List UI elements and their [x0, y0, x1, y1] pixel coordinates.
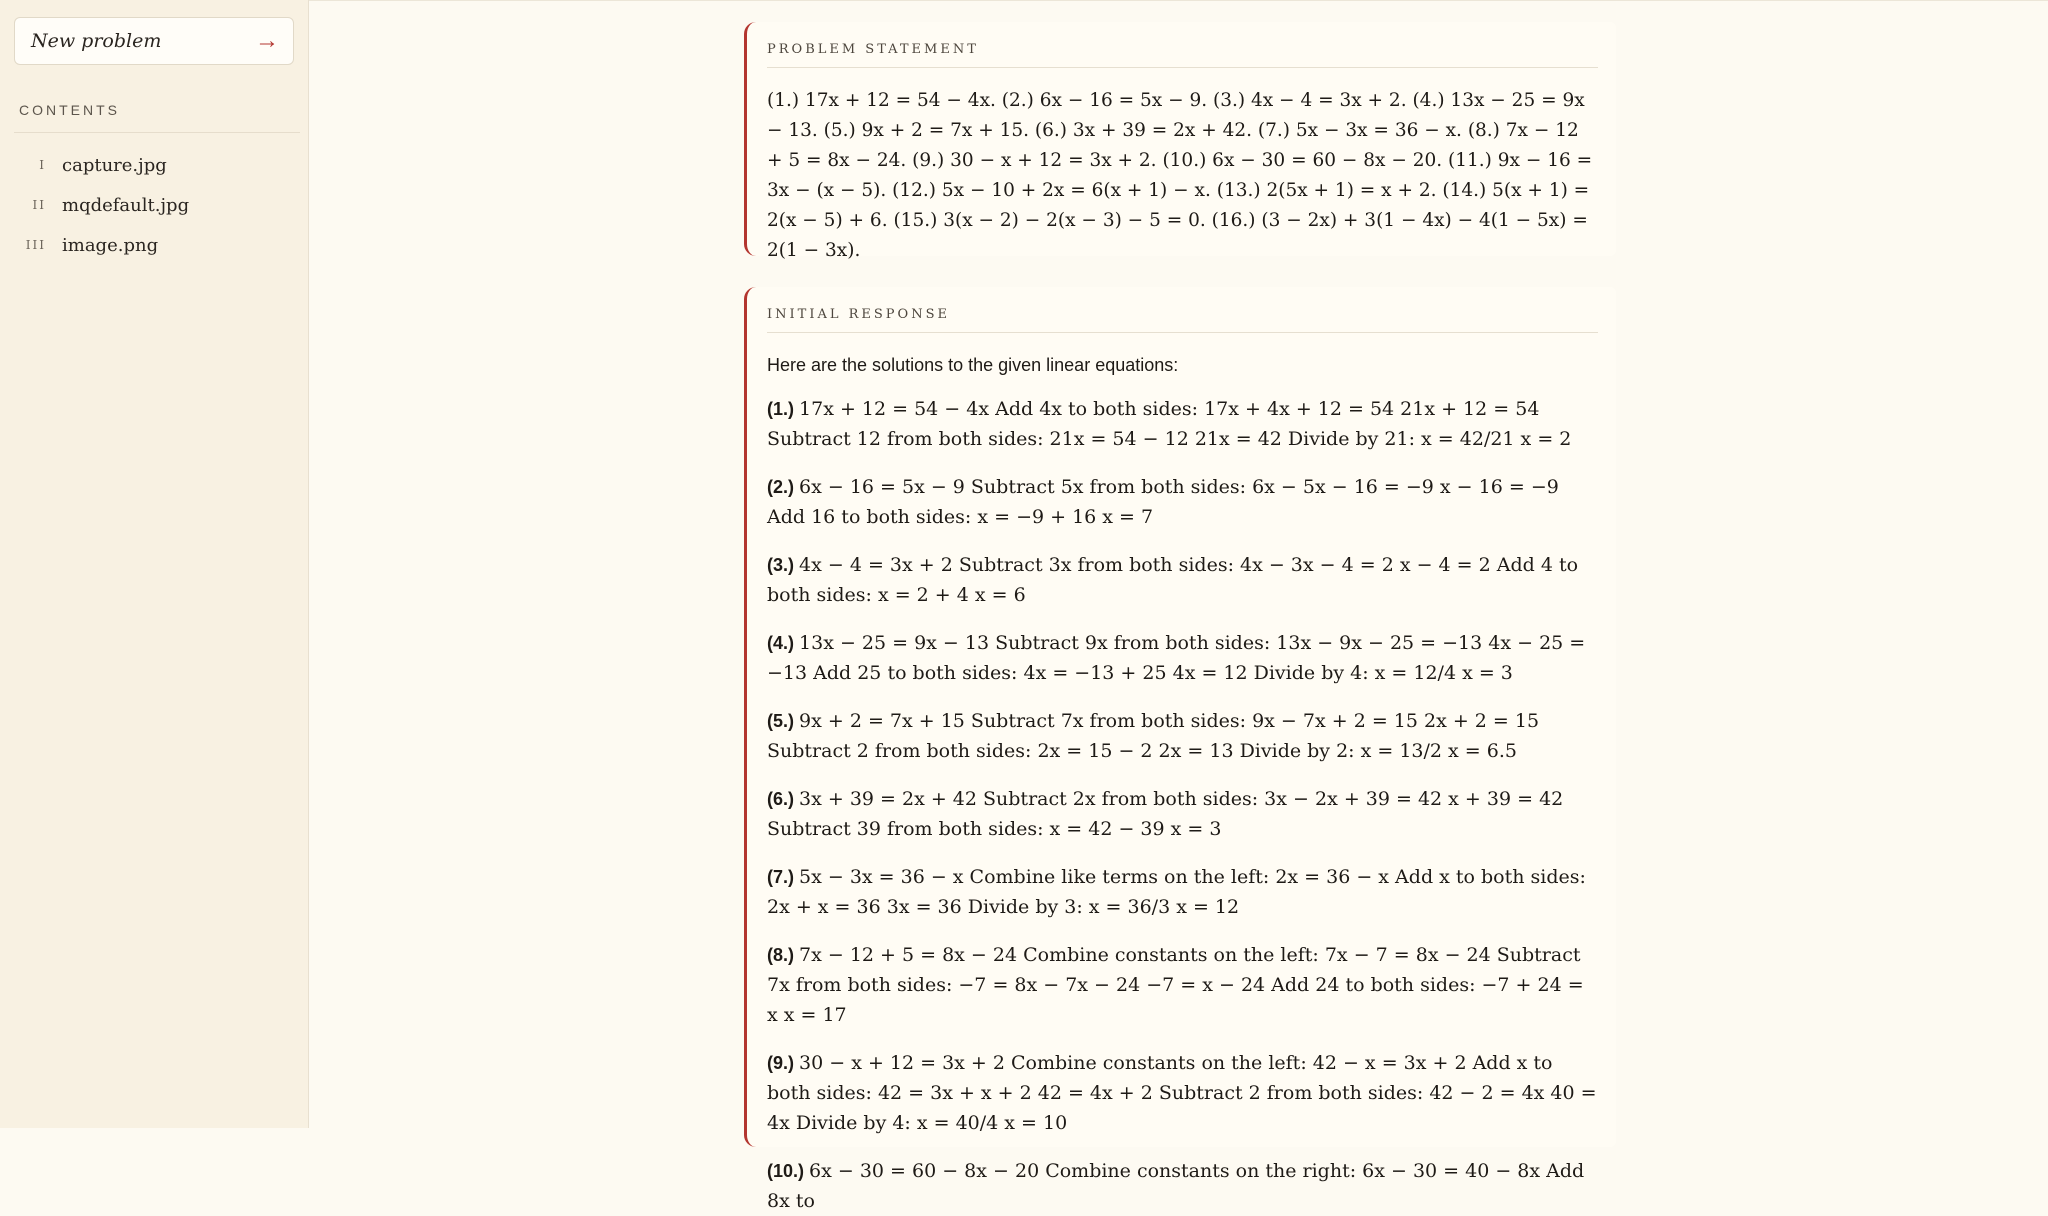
step-number: (3.) — [767, 555, 794, 575]
step-text: 6x − 16 = 5x − 9 Subtract 5x from both sides: 6x − 5x − 16 = −9 x − 16 = −9 Add 16 to both sides: x = −9 + 16 x = 7 — [767, 476, 1559, 528]
solution-step — [767, 706, 1598, 766]
sidebar — [0, 0, 309, 1128]
solution-step — [767, 940, 1598, 1030]
solution-step — [767, 394, 1598, 454]
problem-statement-text: (1.) 17x + 12 = 54 − 4x. (2.) 6x − 16 = 5x − 9. (3.) 4x − 4 = 3x + 2. (4.) 13x − 25 = 9x − 13. (5.) 9x + 2 = 7x + 15. (6.) 3x + 39 = 2x + 42. (7.) 5x − 3x = 36 − x. (8.) 7x − 12 + 5 = 8x − 24. (9.) 30 − x + 12 = 3x + 2. (10.) 6x − 30 = 60 − 8x − 20. (11.) 9x − 16 = 3x − (x − 5). (12.) 5x − 10 + 2x = 6(x + 1) − x. (13.) 2(5x + 1) = x + 2. (14.) 5(x + 1) = 2(x − 5) + 6. (15.) 3(x − 2) − 2(x − 3) − 5 = 0. (16.) (3 − 2x) + 3(1 − 4x) − 4(1 − 5x) = 2(1 − 3x). — [767, 90, 1593, 261]
contents-item-mqdefault[interactable] — [0, 185, 300, 225]
step-number: (4.) — [767, 633, 794, 653]
initial-response-card — [744, 287, 1616, 1212]
step-text: 4x − 4 = 3x + 2 Subtract 3x from both sides: 4x − 3x − 4 = 2 x − 4 = 2 Add 4 to both sides: x = 2 + 4 x = 6 — [767, 554, 1579, 606]
step-text: 6x − 30 = 60 − 8x − 20 Combine constants on the right: 6x − 30 = 40 − 8x Add 8x to — [767, 1160, 1585, 1212]
response-intro: Here are the solutions to the given linear equations: — [767, 355, 1179, 375]
step-text: 13x − 25 = 9x − 13 Subtract 9x from both sides: 13x − 9x − 25 = −13 4x − 25 = −13 Add 25 to both sides: 4x = −13 + 25 4x = 12 Divide by 4: x = 12/4 x = 3 — [767, 632, 1586, 684]
contents-divider — [14, 132, 300, 133]
contents-item-numeral: I — [39, 158, 46, 172]
new-problem-button[interactable] — [14, 17, 294, 65]
contents-item-label: capture.jpg — [62, 154, 167, 176]
contents-item-image[interactable] — [0, 225, 300, 265]
initial-response-heading: INITIAL RESPONSE — [767, 287, 1598, 333]
step-number: (6.) — [767, 789, 794, 809]
step-number: (9.) — [767, 1053, 794, 1073]
arrow-right-icon: → — [255, 27, 279, 54]
step-text: 3x + 39 = 2x + 42 Subtract 2x from both sides: 3x − 2x + 39 = 42 x + 39 = 42 Subtract 39 from both sides: x = 42 − 39 x = 3 — [767, 788, 1564, 840]
step-number: (1.) — [767, 399, 794, 419]
step-number: (10.) — [767, 1161, 805, 1181]
problem-statement-heading: PROBLEM STATEMENT — [767, 22, 1598, 68]
step-number: (8.) — [767, 945, 794, 965]
step-text: 30 − x + 12 = 3x + 2 Combine constants on the left: 42 − x = 3x + 2 Add x to both sides: 42 = 3x + x + 2 42 = 4x + 2 Subtract 2 from both sides: 42 − 2 = 4x 40 = 4x Divide by 4: x = 40/4 x = 10 — [767, 1052, 1597, 1134]
step-text: 17x + 12 = 54 − 4x Add 4x to both sides: 17x + 4x + 12 = 54 21x + 12 = 54 Subtract 12 from both sides: 21x = 54 − 12 21x = 42 Divide by 21: x = 42/21 x = 2 — [767, 398, 1572, 450]
solution-step — [767, 472, 1598, 532]
contents-item-numeral: III — [25, 238, 46, 252]
contents-item-label: mqdefault.jpg — [62, 194, 190, 216]
step-number: (7.) — [767, 867, 794, 887]
contents-list — [0, 145, 300, 265]
solution-step — [767, 862, 1598, 922]
contents-item-numeral: II — [32, 198, 46, 212]
solution-step — [767, 1156, 1598, 1216]
step-number: (5.) — [767, 711, 794, 731]
step-number: (2.) — [767, 477, 794, 497]
contents-heading: CONTENTS — [19, 102, 120, 118]
contents-item-capture[interactable] — [0, 145, 300, 185]
step-text: 5x − 3x = 36 − x Combine like terms on the left: 2x = 36 − x Add x to both sides: 2x + x = 36 3x = 36 Divide by 3: x = 36/3 x = 12 — [767, 866, 1586, 918]
step-text: 7x − 12 + 5 = 8x − 24 Combine constants on the left: 7x − 7 = 8x − 24 Subtract 7x from both sides: −7 = 8x − 7x − 24 −7 = x − 24 Add 24 to both sides: −7 + 24 = x x = 17 — [767, 944, 1584, 1026]
solution-step — [767, 784, 1598, 844]
contents-item-label: image.png — [62, 234, 159, 256]
problem-statement-card — [744, 22, 1616, 261]
solution-step — [767, 1048, 1598, 1138]
solution-step — [767, 550, 1598, 610]
new-problem-label: New problem — [31, 30, 162, 52]
step-text: 9x + 2 = 7x + 15 Subtract 7x from both sides: 9x − 7x + 2 = 15 2x + 2 = 15 Subtract 2 from both sides: 2x = 15 − 2 2x = 13 Divide by 2: x = 13/2 x = 6.5 — [767, 710, 1540, 762]
solution-step — [767, 628, 1598, 688]
